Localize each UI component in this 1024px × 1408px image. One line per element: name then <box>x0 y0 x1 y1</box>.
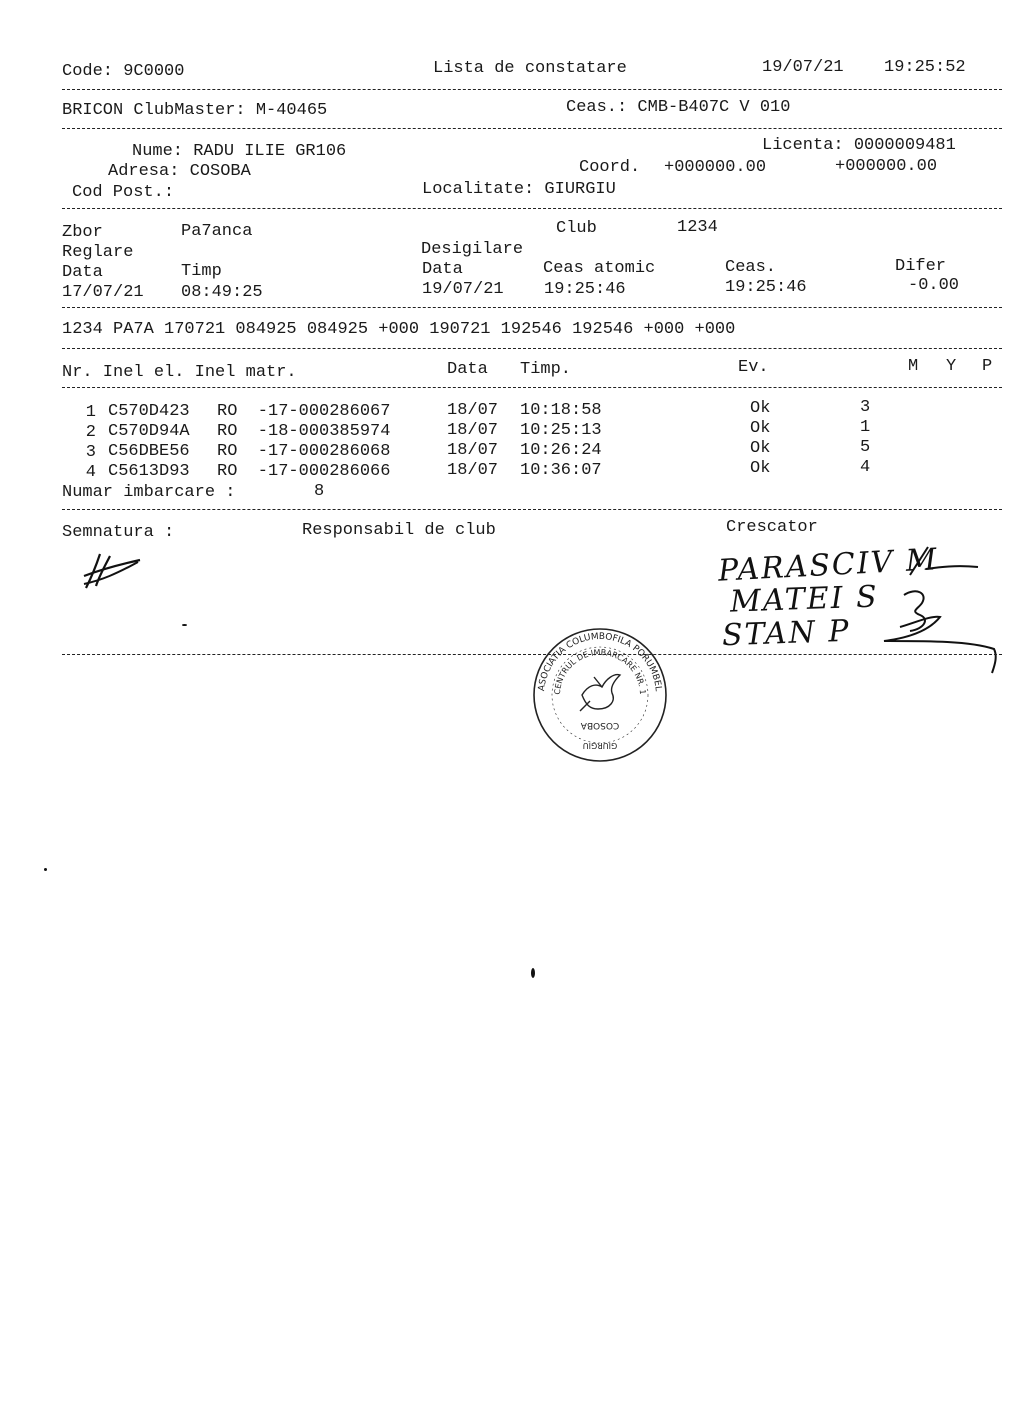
signature-label: Semnatura : <box>62 523 175 542</box>
clock-id: Ceas.: CMB-B407C V 010 <box>566 98 791 117</box>
document-code: Code: 9C0000 <box>62 62 185 81</box>
header-time: 19:25:52 <box>884 58 966 77</box>
unsealing-date-label: Data <box>422 260 463 279</box>
unsealing-date: 19/07/21 <box>422 280 504 299</box>
atomic-clock-label: Ceas atomic <box>543 259 656 278</box>
ring-electronic: C5613D93 <box>108 462 190 481</box>
flight-name: Pa7anca <box>181 222 253 241</box>
club-number: 1234 <box>677 218 718 237</box>
row-number: 4 <box>85 463 96 482</box>
handwriting-strokes <box>870 545 1010 675</box>
divider <box>62 208 1002 209</box>
coord-lat: +000000.00 <box>664 158 767 177</box>
col-header-p: P <box>982 357 993 376</box>
event-status: Ok <box>750 399 771 418</box>
event-status: Ok <box>750 459 771 478</box>
ring-registration: RO -17-000286066 <box>217 462 391 481</box>
clubmaster-id: BRICON ClubMaster: M-40465 <box>62 101 328 120</box>
arrival-time: 10:18:58 <box>520 401 602 420</box>
col-header-rings: Nr. Inel el. Inel matr. <box>62 363 297 382</box>
clock-label: Ceas. <box>725 258 777 277</box>
stamp-outer-text: ASOCIATIA COLUMBOFILA PORUMBEL <box>537 631 663 692</box>
arrival-time: 10:25:13 <box>520 421 602 440</box>
signature-scribble <box>82 548 144 594</box>
col-header-y: Y <box>946 357 957 376</box>
ring-registration: RO -18-000385974 <box>217 422 391 441</box>
event-status: Ok <box>750 419 771 438</box>
club-label: Club <box>556 219 597 238</box>
scan-speck <box>182 624 187 626</box>
arrival-time: 10:36:07 <box>520 461 602 480</box>
unsealing-label: Desigilare <box>421 240 524 259</box>
event-status: Ok <box>750 439 771 458</box>
setting-time: 08:49:25 <box>181 283 263 302</box>
flight-label: Zbor <box>62 223 103 242</box>
m-value: 4 <box>860 458 871 477</box>
owner-name: Nume: RADU ILIE GR106 <box>132 142 347 161</box>
setting-date-label: Data <box>62 263 103 282</box>
col-header-m: M <box>908 357 919 376</box>
svg-text:CENTRUL DE IMBARCARE NR. 1 <box>553 648 647 695</box>
stamp-inner-text: CENTRUL DE IMBARCARE NR. 1 <box>552 647 648 695</box>
row-number: 2 <box>85 423 96 442</box>
coord-label: Coord. <box>579 158 641 177</box>
boarding-count-value: 8 <box>314 482 325 501</box>
col-header-time: Timp. <box>520 360 572 379</box>
raw-code-line: 1234 PA7A 170721 084925 084925 +000 190721 192546 192546 +000 +000 <box>62 320 736 339</box>
row-number: 1 <box>85 403 96 422</box>
club-responsible-label: Responsabil de club <box>302 521 496 540</box>
handwritten-name: MATEI S <box>729 579 880 620</box>
scan-speck <box>531 968 535 978</box>
divider <box>62 89 1002 90</box>
arrival-date: 18/07 <box>447 441 499 460</box>
ring-electronic: C56DBE56 <box>108 442 190 461</box>
ring-registration: RO -17-000286068 <box>217 442 391 461</box>
header-date: 19/07/21 <box>762 58 844 77</box>
ring-electronic: C570D94A <box>108 422 190 441</box>
club-stamp <box>530 625 670 765</box>
arrival-date: 18/07 <box>447 461 499 480</box>
setting-time-label: Timp <box>181 262 222 281</box>
stamp-county-text: GIURGIU <box>582 741 618 750</box>
postal-code-label: Cod Post.: <box>72 183 175 202</box>
arrival-date: 18/07 <box>447 421 499 440</box>
scan-speck <box>44 868 47 871</box>
setting-date: 17/07/21 <box>62 283 144 302</box>
clock-time: 19:25:46 <box>725 278 807 297</box>
divider <box>62 509 1002 510</box>
col-header-date: Data <box>447 360 488 379</box>
difference-label: Difer <box>895 257 947 276</box>
arrival-time: 10:26:24 <box>520 441 602 460</box>
coord-lon: +000000.00 <box>835 157 938 176</box>
col-header-event: Ev. <box>738 358 769 377</box>
handwritten-name: PARASCIV M <box>717 542 940 589</box>
divider <box>62 128 1002 129</box>
dove-icon <box>580 675 620 711</box>
setting-label: Reglare <box>62 243 134 262</box>
m-value: 3 <box>860 398 871 417</box>
stamp-bottom-text: COSOBA <box>580 720 620 730</box>
m-value: 5 <box>860 438 871 457</box>
row-number: 3 <box>85 443 96 462</box>
atomic-clock-time: 19:25:46 <box>544 280 626 299</box>
arrival-date: 18/07 <box>447 401 499 420</box>
owner-address: Adresa: COSOBA <box>108 162 251 181</box>
ring-electronic: C570D423 <box>108 402 190 421</box>
m-value: 1 <box>860 418 871 437</box>
divider <box>62 387 1002 388</box>
ring-registration: RO -17-000286067 <box>217 402 391 421</box>
document-title: Lista de constatare <box>433 59 627 78</box>
divider <box>62 307 1002 308</box>
difference-value: -0.00 <box>908 276 960 295</box>
locality: Localitate: GIURGIU <box>422 180 616 199</box>
handwritten-name: STAN P <box>721 613 852 654</box>
license-number: Licenta: 0000009481 <box>762 136 956 155</box>
divider <box>62 348 1002 349</box>
breeder-label: Crescator <box>726 518 818 537</box>
boarding-count-label: Numar imbarcare : <box>62 483 236 502</box>
